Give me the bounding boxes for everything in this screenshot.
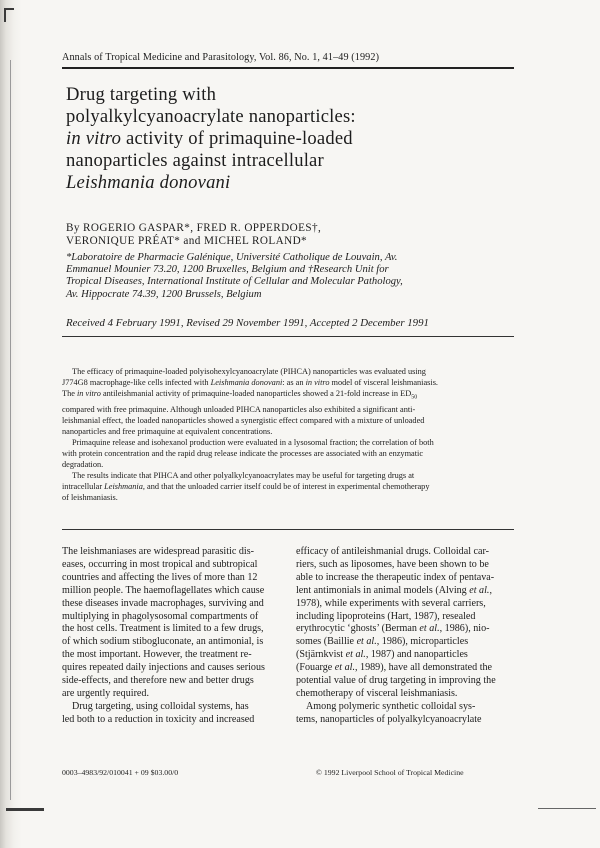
abstract-line: The results indicate that PIHCA and other polyalkylcyanoacrylates may be useful for targeting drugs at (72, 470, 415, 480)
body-column-right (296, 546, 508, 727)
abstract-line (62, 388, 518, 404)
scan-mark-top-bar (4, 8, 14, 10)
title-line-2: polyalkylcyanoacrylate nanoparticles: (66, 106, 356, 127)
body-text: , (489, 584, 492, 596)
citation-et-al: et al. (334, 662, 355, 674)
body-line (296, 662, 508, 675)
journal-citation: Annals of Tropical Medicine and Parasitology, Vol. 86, No. 1, 41–49 (1992) (62, 52, 380, 63)
abstract-text: intracellular (62, 481, 105, 491)
body-line (296, 649, 508, 662)
author-list (66, 222, 516, 247)
title-line-3-rest: activity of primaquine-loaded (121, 128, 353, 149)
body-text: (Fouarge (296, 662, 335, 674)
title-line-1: Drug targeting with (66, 84, 217, 105)
abstract-in-vitro: in vitro (305, 378, 330, 387)
abstract-line: compared with free primaquine. Although unloaded PIHCA nanoparticles also exhibited a significant anti- (62, 404, 416, 414)
body-line: The leishmaniases are widespread parasitic dis- (62, 546, 254, 557)
body-line: able to increase the therapeutic index of pentava- (296, 571, 495, 583)
body-line: tems, nanoparticles of polyalkylcyanoacrylate (296, 713, 482, 725)
abstract-text: The (62, 389, 77, 398)
scan-mark-bottom (6, 808, 44, 811)
abstract-line: degradation. (62, 459, 104, 469)
abstract (62, 366, 518, 503)
dates-rule (62, 336, 514, 337)
affiliation-line-4: Av. Hippocrate 74.39, 1200 Brussels, Belgium (66, 288, 262, 300)
citation-et-al: et al. (469, 584, 490, 596)
article-title (66, 84, 516, 194)
body-line: efficacy of antileishmanial drugs. Colloidal car- (296, 546, 490, 557)
body-line: multiplying in phagolysosomal compartments of (62, 610, 259, 622)
authors-line-2: VERONIQUE PRÉAT* and MICHEL ROLAND* (66, 234, 308, 247)
body-line: the most important. However, the treatment re- (62, 649, 252, 661)
body-line (296, 585, 508, 598)
title-line-5: Leishmania donovani (66, 172, 231, 193)
body-line: side-effects, and therefore new and better drugs (62, 675, 254, 687)
abstract-text: : as an (282, 378, 306, 387)
abstract-rule (62, 529, 514, 530)
scan-mark-top (4, 8, 6, 22)
body-line: including lipoproteins (Hart, 1987), resealed (296, 610, 476, 622)
affiliation-line-3: Tropical Diseases, International Institute of Cellular and Molecular Pathology, (66, 276, 403, 288)
abstract-line: leishmanial effect, the loaded nanoparticles showed a synergistic effect compared with a mixture of unloaded (62, 415, 425, 425)
abstract-line (62, 481, 518, 492)
affiliation-line-2: Emmanuel Mounier 73.20, 1200 Bruxelles, Belgium and †Research Unit for (66, 264, 389, 276)
abstract-line: nanoparticles and free primaquine at equivalent concentrations. (62, 426, 273, 436)
body-line: 1978), while experiments with several carriers, (296, 597, 486, 609)
scan-edge-shadow (0, 0, 22, 848)
body-line: million people. The haemoflagellates which cause (62, 584, 265, 596)
affiliation-line-1: *Laboratoire de Pharmacie Galénique, Université Catholique de Louvain, Av. (66, 252, 398, 263)
body-line: Among polymeric synthetic colloidal sys- (306, 700, 476, 712)
scan-mark-bottom-right (538, 808, 596, 809)
body-text: , 1986), nio- (439, 623, 490, 635)
body-line: the host cells. Treatment is limited to a few drugs, (62, 623, 264, 635)
body-column-left (62, 546, 274, 727)
abstract-line: The efficacy of primaquine-loaded polyisohexylcyanoacrylate (PIHCA) nanoparticles was evaluated using (72, 367, 426, 376)
title-line-4: nanoparticles against intracellular (66, 150, 324, 171)
body-line: quires repeated daily injections and causes serious (62, 662, 265, 674)
abstract-text: antileishmanial activity of primaquine-loaded nanoparticles showed a 21-fold increase in ED (100, 389, 412, 398)
body-text: , 1986), microparticles (376, 636, 469, 648)
body-text: somes (Baillie (296, 636, 357, 648)
body-text: erythrocytic ‘ghosts’ (Berman (296, 623, 420, 635)
body-line: led both to a reduction in toxicity and increased (62, 713, 255, 725)
abstract-line: of leishmaniasis. (62, 492, 118, 502)
footer-copyright: © 1992 Liverpool School of Tropical Medicine (316, 768, 464, 777)
body-line: are urgently required. (62, 687, 149, 699)
body-line: Drug targeting, using colloidal systems, has (72, 700, 249, 712)
abstract-line (62, 377, 518, 388)
citation-et-al: et al. (356, 636, 377, 648)
received-dates: Received 4 February 1991, Revised 29 November 1991, Accepted 2 December 1991 (66, 317, 429, 329)
title-line-3 (66, 128, 516, 150)
body-line: of which sodium stibogluconate, an antimonial, is (62, 636, 264, 648)
abstract-text: J774G8 macrophage-like cells infected with (62, 378, 211, 387)
body-text: , 1989), have all demonstrated the (354, 662, 493, 674)
affiliations (66, 252, 516, 301)
body-text: , 1987) and nanoparticles (365, 649, 468, 661)
authors-line-1: By ROGERIO GASPAR*, FRED R. OPPERDOES†, (66, 222, 322, 234)
body-line (296, 623, 508, 636)
abstract-line: with protein concentration and the rapid drug release indicate the processes are associated with an enzymatic (62, 448, 423, 458)
abstract-subscript: 50 (411, 394, 418, 401)
body-line: eases, occurring in most tropical and subtropical (62, 558, 258, 570)
body-line: chemotherapy of visceral leishmaniasis. (296, 687, 458, 699)
abstract-species: Leishmania donovani (210, 378, 283, 387)
body-text: lent antimonials in animal models (Alving (296, 584, 470, 596)
header-rule (62, 67, 514, 69)
abstract-line: Primaquine release and isohexanol production were evaluated in a lysosomal fraction; the correlation of both (72, 437, 434, 447)
body-line: countries and affecting the lives of more than 12 (62, 571, 258, 583)
abstract-genus: Leishmania (104, 481, 143, 491)
paper-page (62, 0, 518, 848)
footer-code: 0003–4983/92/010041 + 09 $03.00/0 (62, 768, 179, 777)
body-line (296, 636, 508, 649)
body-line: riers, such as liposomes, have been shown to be (296, 558, 489, 570)
body-line: potential value of drug targeting in improving the (296, 675, 496, 687)
citation-et-al: et al. (345, 649, 366, 661)
abstract-in-vitro: in vitro (76, 389, 101, 398)
citation-et-al: et al. (419, 623, 440, 635)
abstract-text: , and that the unloaded carrier itself could be of interest in experimental chemotherapy (142, 481, 430, 491)
title-in-vitro: in vitro (66, 128, 122, 149)
body-line: these diseases invade macrophages, surviving and (62, 597, 264, 609)
abstract-text: model of visceral leishmaniasis. (329, 378, 438, 387)
scan-mark-left-rule (10, 60, 11, 800)
body-text: (Stjärnkvist (296, 649, 346, 661)
